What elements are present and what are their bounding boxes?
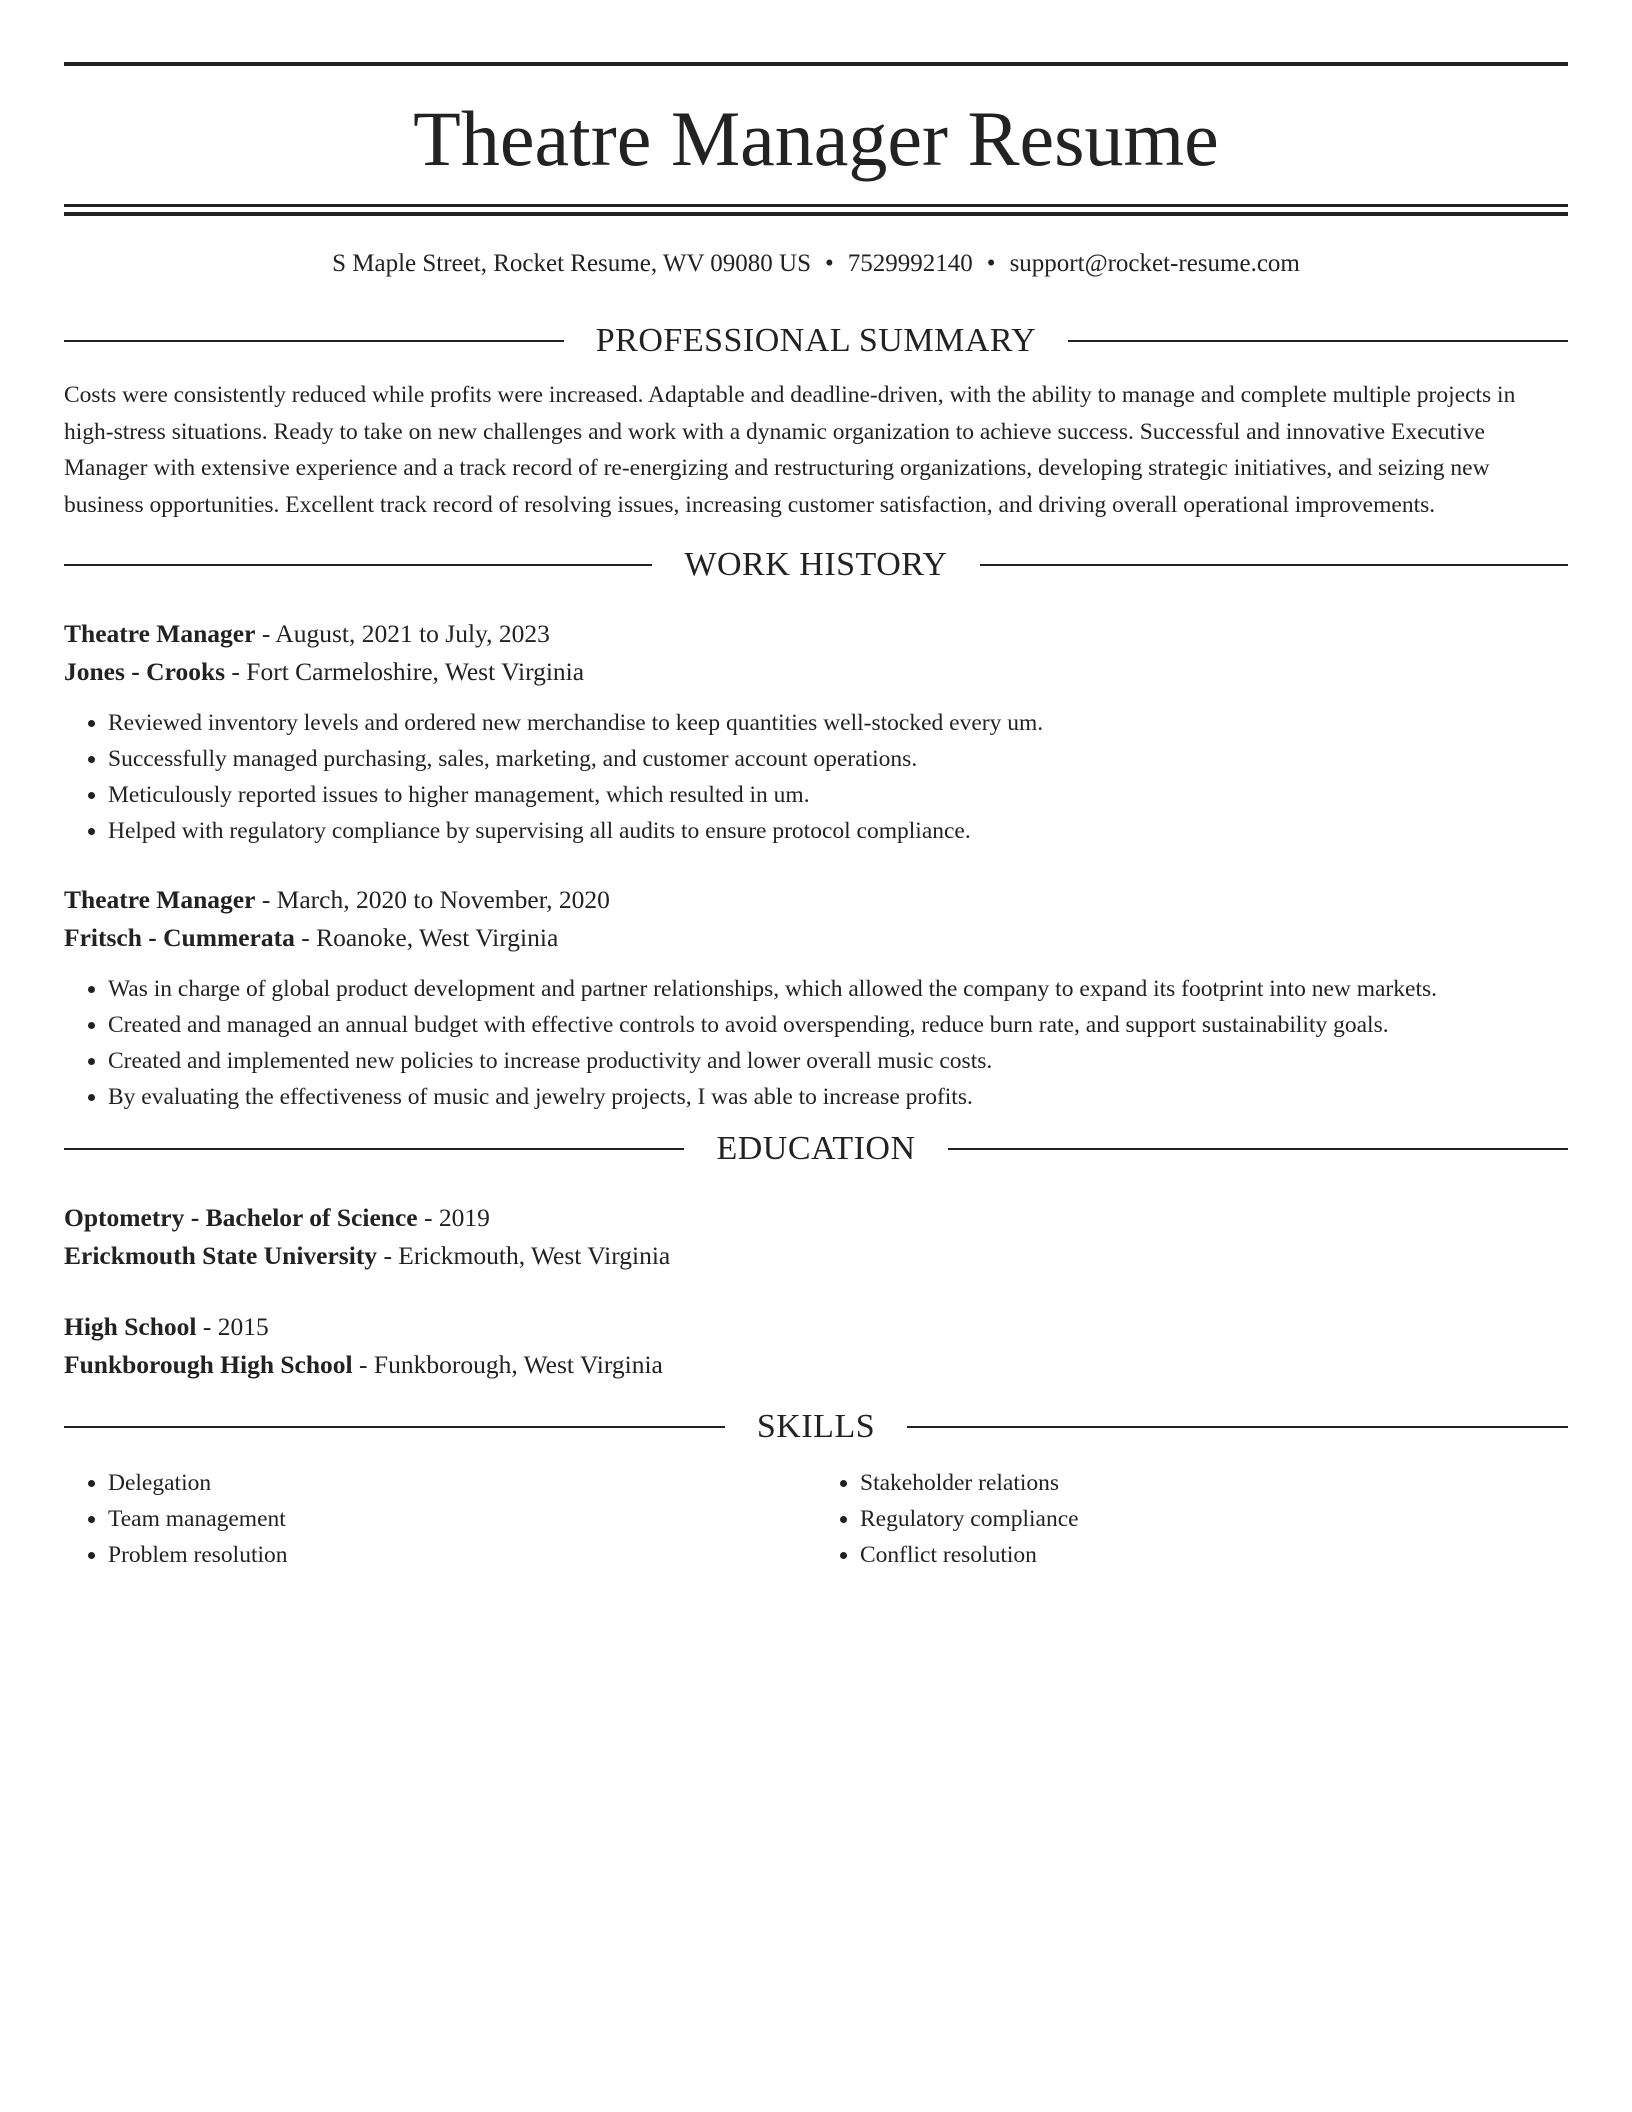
skill-item: • Delegation [108, 1465, 816, 1501]
list-item: • Helped with regulatory compliance by supervising all audits to ensure protocol compliance. [108, 813, 1568, 849]
education-location: - Funkborough, West Virginia [352, 1350, 663, 1379]
job-company: Jones - Crooks [64, 657, 226, 686]
list-item: • Reviewed inventory levels and ordered new merchandise to keep quantities well-stocked every um. [108, 705, 1568, 741]
section-heading-summary [64, 313, 1568, 369]
contact-address: S Maple Street, Rocket Resume, WV 09080 US [332, 250, 812, 277]
title-double-rule [64, 204, 1568, 207]
skills-list-right [816, 1465, 1568, 1573]
education-year: - 2015 [196, 1312, 269, 1341]
heading-rule [907, 1426, 1568, 1428]
section-heading-skills [64, 1399, 1568, 1455]
work-heading: WORK HISTORY [684, 546, 948, 583]
job-company-line [64, 919, 1568, 957]
education-school-line [64, 1237, 1568, 1275]
job-title-line [64, 615, 1568, 653]
skill-item: • Problem resolution [108, 1537, 816, 1573]
education-school: Erickmouth State University [64, 1241, 378, 1270]
skills-heading: SKILLS [756, 1408, 876, 1445]
contact-email: support@rocket-resume.com [1009, 250, 1300, 277]
job-location: - Fort Carmeloshire, West Virginia [225, 657, 585, 686]
job-bullets [64, 705, 1568, 849]
skills-columns [64, 1465, 1568, 1573]
job-title-line [64, 881, 1568, 919]
list-item: • By evaluating the effectiveness of music and jewelry projects, I was able to increase profits. [108, 1079, 1568, 1115]
list-item: • Meticulously reported issues to higher management, which resulted in um. [108, 777, 1568, 813]
education-degree: High School [64, 1312, 197, 1341]
education-location: - Erickmouth, West Virginia [377, 1241, 671, 1270]
skill-item: • Team management [108, 1501, 816, 1537]
job-entry [64, 881, 1568, 1115]
section-heading-work [64, 537, 1568, 593]
heading-rule [64, 1426, 725, 1428]
education-degree-line [64, 1199, 1568, 1237]
job-dates: - August, 2021 to July, 2023 [255, 619, 550, 648]
job-location: - Roanoke, West Virginia [294, 923, 559, 952]
list-item: • Created and managed an annual budget with effective controls to avoid overspending, reduce burn rate, and support sustainability goals. [108, 1007, 1568, 1043]
resume-title: Theatre Manager Resume [413, 95, 1219, 182]
summary-heading: PROFESSIONAL SUMMARY [595, 322, 1037, 359]
job-entry [64, 615, 1568, 849]
heading-rule [1068, 340, 1568, 342]
heading-rule [64, 1148, 684, 1150]
list-item: • Was in charge of global product development and partner relationships, which allowed the company to expand its footprint into new markets. [108, 971, 1568, 1007]
list-item: • Created and implemented new policies to increase productivity and lower overall music costs. [108, 1043, 1568, 1079]
job-dates: - March, 2020 to November, 2020 [255, 885, 610, 914]
skills-list-left [64, 1465, 816, 1573]
education-year: - 2019 [417, 1203, 490, 1232]
job-company: Fritsch - Cummerata [64, 923, 295, 952]
section-heading-education [64, 1121, 1568, 1177]
heading-rule [64, 340, 564, 342]
job-title: Theatre Manager [64, 885, 256, 914]
list-item: • Successfully managed purchasing, sales, marketing, and customer account operations. [108, 741, 1568, 777]
summary-text: Costs were consistently reduced while profits were increased. Adaptable and deadline-driven, with the ability to manage and complete multiple projects in high-stress situations. Ready to take on new challenges and work with a dynamic organization to achieve success. Successful and innovative Executive Manager with extensive experience and a track record of re-energizing and restructuring organizations, developing strategic initiatives, and seizing new business opportunities. Excellent track record of resolving issues, increasing customer satisfaction, and driving overall operational improvements. [64, 382, 1516, 518]
skill-item: • Stakeholder relations [860, 1465, 1568, 1501]
job-company-line [64, 653, 1568, 691]
contact-separator: • [986, 250, 996, 277]
contact-phone: 7529992140 [847, 250, 973, 277]
heading-rule [64, 564, 652, 566]
heading-rule [980, 564, 1568, 566]
education-degree-line [64, 1308, 1568, 1346]
contact-separator: • [825, 250, 834, 277]
education-school: Funkborough High School [64, 1350, 353, 1379]
education-entry [64, 1199, 1568, 1275]
education-heading: EDUCATION [716, 1130, 916, 1167]
skill-item: • Regulatory compliance [860, 1501, 1568, 1537]
education-entry [64, 1308, 1568, 1384]
heading-rule [948, 1148, 1568, 1150]
skill-item: • Conflict resolution [860, 1537, 1568, 1573]
job-bullets [64, 971, 1568, 1115]
top-rule [64, 62, 1568, 66]
education-school-line [64, 1346, 1568, 1384]
job-title: Theatre Manager [64, 619, 256, 648]
contact-line [64, 244, 1568, 284]
education-degree: Optometry - Bachelor of Science [64, 1203, 418, 1232]
